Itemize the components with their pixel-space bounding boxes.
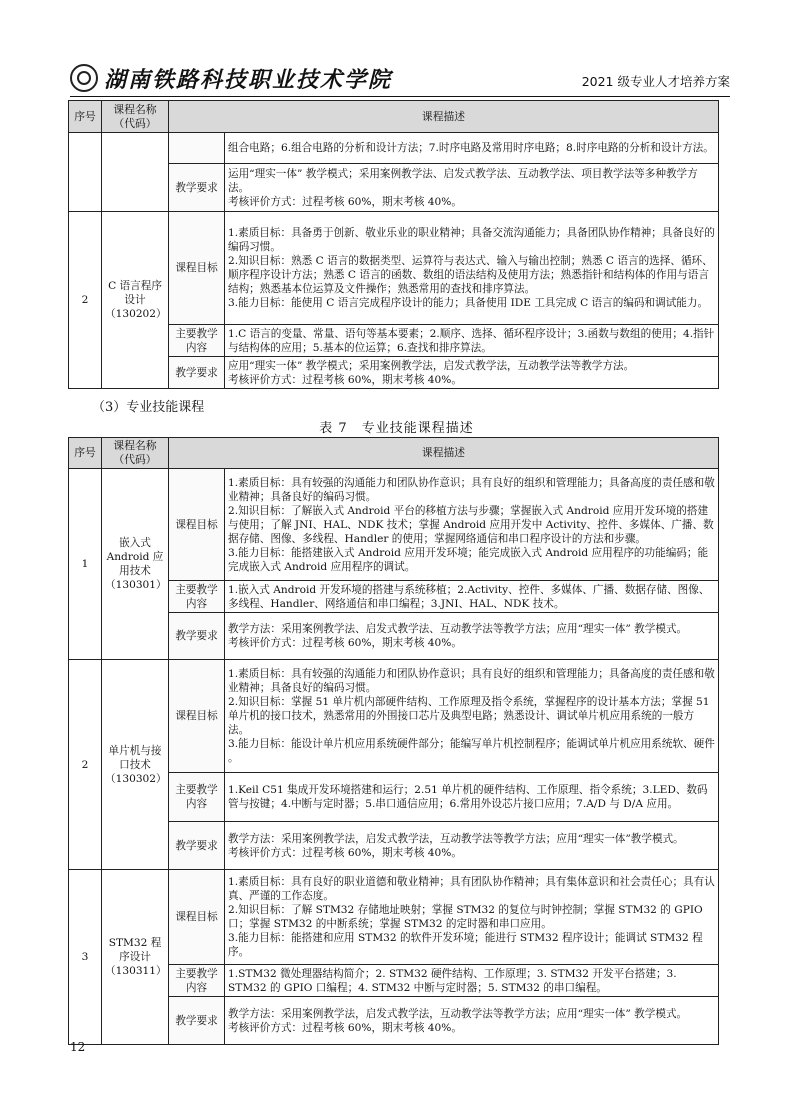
label-cell: 课程目标 — [169, 469, 225, 581]
desc-line: 考核评价方式：过程考核 60%，期末考核 40%。 — [228, 1021, 462, 1034]
desc-cell — [225, 997, 719, 1045]
label-cell: 主要教学内容 — [169, 325, 225, 357]
desc-line: 1.素质目标：具有较强的沟通能力和团队协作意识；具有良好的组织和管理能力；具备高度的责任感和敬业精神；具备良好的编码习惯。 — [228, 668, 715, 694]
desc-line: 2.知识目标：熟悉 C 语言的数据类型、运算符与表达式、输入与输出控制；熟悉 C 语言的选择、循环、顺序程序设计方法；熟悉 C 语言的函数、数组的语法结构及使用方法；熟悉指针和结构体的作用与语言结构；熟悉基本位运算及文件操作；熟悉常用的查找和排序算法。 — [228, 255, 713, 295]
desc-cell — [225, 965, 719, 997]
header-desc: 课程描述 — [169, 101, 719, 133]
desc-line: 3.能力目标：能搭建和应用 STM32 的软件开发环境；能进行 STM32 程序设计；能调试 STM32 程序。 — [228, 932, 703, 958]
desc-line: 考核评价方式：过程考核 60%，期末考核 40%。 — [228, 846, 462, 859]
header-divider — [70, 96, 730, 97]
page-header — [70, 60, 730, 98]
skill-course-table — [68, 437, 719, 1045]
course-name: STM32 程序设计（130311） — [102, 870, 169, 1045]
row-index: 1 — [69, 469, 102, 660]
label-cell: 主要教学内容 — [169, 773, 225, 822]
label-cell: 课程目标 — [169, 660, 225, 773]
desc-line: 教学方法：采用案例教学法，启发式教学法，互动教学法等教学方法；应用“理实一体” 教学模式。 — [228, 1007, 688, 1020]
desc-line: 教学方法：采用案例教学法、启发式教学法、互动教学法等教学方法；应用“理实一体” 教学模式。 — [228, 623, 688, 635]
desc-line: 教学方法：采用案例教学法，启发式教学法，互动教学法等教学方法；应用“理实一体”教学模式。 — [228, 832, 684, 845]
desc-line: 1.Keil C51 集成开发环境搭建和运行；2.51 单片机的硬件结构、工作原理、指令系统；3.LED、数码管与按键；4.中断与定时器；5.串口通信应用；6.常用外设芯片接口应用；7.A/D 与 D/A 应用。 — [228, 784, 708, 810]
desc-cell — [225, 773, 719, 822]
desc-line: 考核评价方式：过程考核 60%，期末考核 40%。 — [228, 195, 462, 208]
desc-line: 3.能力目标：能设计单片机应用系统硬件部分；能编写单片机控制程序；能调试单片机应用系统软、硬件 。 — [228, 738, 715, 764]
desc-line: 1.C 语言的变量、常量、语句等基本要素；2.顺序、选择、循环程序设计；3.函数与数组的使用；4.指针与结构体的应用；5.基本的位运算；6.查找和排序算法。 — [228, 327, 715, 354]
desc-line: 考核评价方式：过程考核 60%，期末考核 40%。 — [228, 637, 462, 649]
label-cell: 课程目标 — [169, 870, 225, 965]
doc-title: 2021 级专业人才培养方案 — [581, 74, 730, 89]
table-caption: 表 7 专业技能课程描述 — [319, 421, 474, 436]
label-cell: 主要教学内容 — [169, 581, 225, 613]
desc-cell — [225, 357, 719, 389]
desc-cell — [225, 870, 719, 965]
course-name: 嵌入式 Android 应用技术（130301） — [102, 469, 169, 660]
label-cell: 教学要求 — [169, 822, 225, 870]
desc-line: 运用“理实一体” 教学模式；采用案例教学法、启发式教学法、互动教学法、项目教学法等多种教学方法。 — [228, 167, 698, 194]
label-cell: 教学要求 — [169, 997, 225, 1045]
desc-cell — [225, 613, 719, 660]
desc-cell — [225, 212, 719, 325]
header-name: 课程名称（代码） — [102, 438, 169, 469]
desc-line: 3.能力目标：能使用 C 语言完成程序设计的能力；具备使用 IDE 工具完成 C 语言的编码和调试能力。 — [228, 297, 709, 309]
desc-line: 1.STM32 微处理器结构简介；2. STM32 硬件结构、工作原理；3. STM32 开发平台搭建；3. STM32 的 GPIO 口编程；4. STM32 中断与定时器；5. STM32 的串口编程。 — [228, 967, 677, 994]
desc-line: 2.知识目标：了解嵌入式 Android 平台的移植方法与步骤；掌握嵌入式 Android 应用开发环境的搭建与使用；了解 JNI、HAL、NDK 技术；掌握 Android 应用开发中 Activity、控件、多媒体、广播、数据存储、图像、多线程、Handler 的使用；掌握网络通信和串口程序设计的方法和步骤。 — [228, 504, 714, 545]
label-cell: 课程目标 — [169, 212, 225, 325]
label-cell: 教学要求 — [169, 357, 225, 389]
course-name: C 语言程序设计（130202） — [102, 212, 169, 389]
desc-line: 3.能力目标：能搭建嵌入式 Android 应用开发环境；能完成嵌入式 Android 应用程序的功能编码；能完成嵌入式 Android 应用程序的调试。 — [228, 546, 709, 573]
label-cell: 教学要求 — [169, 164, 225, 212]
seal-icon — [70, 64, 98, 92]
desc-line: 考核评价方式：过程考核 60%，期末考核 40%。 — [228, 373, 462, 386]
header-idx: 序号 — [69, 438, 102, 469]
header-name: 课程名称（代码） — [102, 101, 169, 133]
desc-cell — [225, 164, 719, 212]
desc-cell — [225, 822, 719, 870]
header-desc: 课程描述 — [169, 438, 719, 469]
row-index: 3 — [69, 870, 102, 1045]
desc-line: 1.素质目标：具有良好的职业道德和敬业精神；具有团队协作精神；具有集体意识和社会责任心；具有认真、严谨的工作态度。 — [228, 876, 715, 902]
desc-line: 2.知识目标：了解 STM32 存储地址映射；掌握 STM32 的复位与时钟控制；掌握 STM32 的 GPIO 口；掌握 STM32 的中断系统；掌握 STM32 的定时器和串口应用。 — [228, 904, 703, 930]
desc-cell: 组合电路；6.组合电路的分析和设计方法；7.时序电路及常用时序电路；8.时序电路的分析和设计方法。 — [225, 133, 719, 164]
desc-cell — [225, 581, 719, 613]
school-logo — [70, 62, 392, 94]
desc-cell — [225, 469, 719, 581]
desc-line: 1.素质目标：具有较强的沟通能力和团队协作意识；具有良好的组织和管理能力；具备高度的责任感和敬业精神；具备良好的编码习惯。 — [228, 476, 715, 503]
header-idx: 序号 — [69, 101, 102, 133]
page-number: 12 — [70, 1040, 86, 1054]
desc-line: 应用“理实一体” 教学模式；采用案例教学法，启发式教学法，互动教学法等教学方法。 — [228, 359, 635, 372]
course-table-continued — [68, 100, 719, 389]
row-index: 2 — [69, 660, 102, 870]
label-cell: 主要教学内容 — [169, 965, 225, 997]
desc-line: 1.嵌入式 Android 开发环境的搭建与系统移植；2.Activity、控件、多媒体、广播、数据存储、图像、多线程、Handler、网络通信和串口编程；3.JNI、HAL、NDK 技术。 — [228, 583, 710, 610]
desc-cell — [225, 325, 719, 357]
school-name: 湖南铁路科技职业技术学院 — [104, 66, 393, 93]
row-index: 2 — [69, 212, 102, 389]
desc-line: 2.知识目标：掌握 51 单片机内部硬件结构、工作原理及指令系统，掌握程序的设计基本方法；掌握 51 单片机的接口技术，熟悉常用的外围接口芯片及典型电路；熟悉设计、调试单片机应用系统的一般方法。 — [228, 696, 710, 736]
desc-line: 1.素质目标：具备勇于创新、敬业乐业的职业精神；具备交流沟通能力；具备团队协作精神；具备良好的编码习惯。 — [228, 227, 715, 253]
section-title: （3）专业技能课程 — [92, 400, 205, 415]
label-cell: 教学要求 — [169, 613, 225, 660]
course-name: 单片机与接口技术（130302） — [102, 660, 169, 870]
desc-cell — [225, 660, 719, 773]
